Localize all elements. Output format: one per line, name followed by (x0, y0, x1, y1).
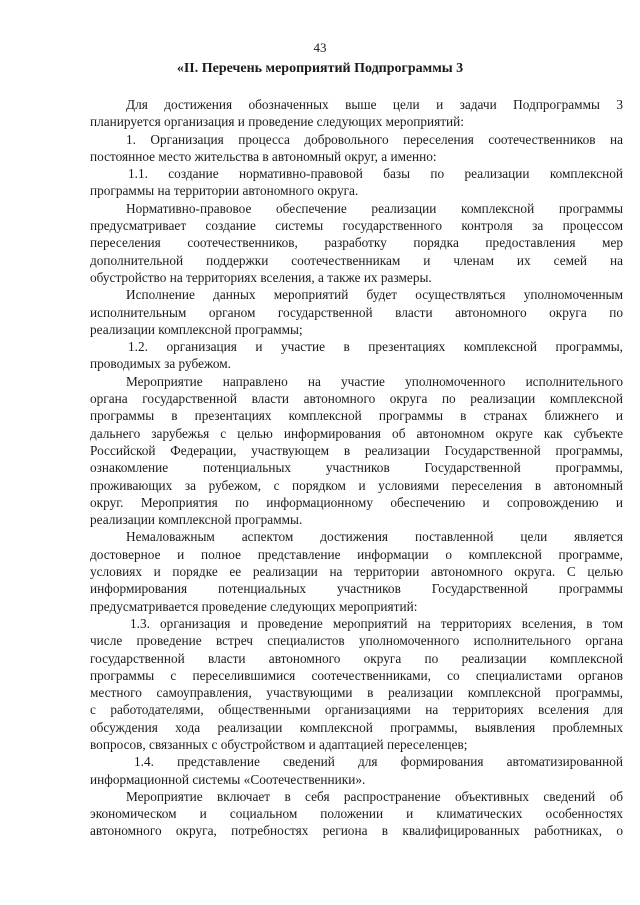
text-line: Мероприятие включает в себя распространение объективных сведений об (126, 788, 623, 804)
text-line: проводимых за рубежом. (90, 356, 231, 372)
text-line: дополнительной поддержки соотечественникам и членам их семей на (90, 252, 623, 268)
text-line: 1. Организация процесса добровольного переселения соотечественников на (126, 131, 623, 147)
text-line: ознакомление потенциальных участников Государственной программы, (90, 460, 623, 476)
text-line: вопросов, связанных с обустройством и адаптацией переселенцев; (90, 736, 468, 752)
text-line: числе проведение встреч специалистов уполномоченного исполнительного органа (90, 633, 623, 649)
text-line: государственной власти автономного округа по реализации комплексной (90, 650, 623, 666)
text-line: с работодателями, общественными организациями на территориях вселения для (90, 702, 623, 718)
text-line: дальнего зарубежья с целью информирования об автономном округе как субъекте (90, 425, 623, 441)
text-line: органа государственной власти автономного округа по реализации комплексной (90, 391, 623, 407)
text-line: реализации комплексной программы. (90, 512, 303, 528)
text-line: 1.2. организация и участие в презентациях комплексной программы, (128, 339, 623, 355)
text-line: переселения соотечественников, разработку порядка предоставления мер (90, 235, 623, 251)
text-line: обустройство на территориях вселения, а также их размеры. (90, 269, 432, 285)
text-line: планируется организация и проведение следующих мероприятий: (90, 114, 464, 130)
text-line: достоверное и полное представление информации о комплексной программе, (90, 546, 623, 562)
document-body (90, 96, 623, 840)
text-line: автономного округа, потребностях региона в квалифицированных работниках, о (90, 823, 623, 839)
text-line: программы в презентациях комплексной программы в странах ближнего и (90, 408, 623, 424)
text-line: программы на территории автономного округа. (90, 183, 359, 199)
text-line: Нормативно-правовое обеспечение реализации комплексной программы (126, 200, 623, 216)
text-line: реализации комплексной программы; (90, 321, 303, 337)
text-line: предусматривается проведение следующих мероприятий: (90, 598, 418, 614)
text-line: обсуждения хода реализации комплексной программы, выявления проблемных (90, 719, 623, 735)
text-line: Исполнение данных мероприятий будет осуществляться уполномоченным (126, 287, 623, 303)
text-line: 1.4. представление сведений для формирования автоматизированной (134, 754, 623, 770)
text-line: постоянное место жительства в автономный округ, а именно: (90, 148, 437, 164)
text-line: экономическом и социальном положении и климатических особенностях (90, 806, 623, 822)
text-line: проживающих за рубежом, с порядком и условиями переселения в автономный (90, 477, 623, 493)
section-title: «II. Перечень мероприятий Подпрограммы 3 (176, 61, 464, 76)
text-line: программы с переселившимися соотечественниками, со специалистами органов (90, 667, 623, 683)
text-line: предусматривает создание системы государственного контроля за процессом (90, 218, 623, 234)
text-line: Для достижения обозначенных выше цели и задачи Подпрограммы 3 (126, 97, 623, 112)
page-number: 43 (313, 40, 327, 55)
text-line: 1.1. создание нормативно-правовой базы по реализации комплексной (128, 166, 623, 182)
text-line: местного самоуправления, участвующими в реализации комплексной программы, (90, 685, 623, 701)
text-line: условиях и порядке ее реализации на территории автономного округа. С целью (90, 564, 623, 580)
text-line: округ. Мероприятия по информационному обеспечению и сопровождению и (90, 494, 623, 510)
text-line: исполнительным органом государственной власти автономного округа по (90, 304, 623, 320)
text-line: Российской Федерации, участвующем в реализации Государственной программы, (90, 442, 623, 458)
text-line: Немаловажным аспектом достижения поставленной цели является (126, 529, 623, 545)
text-line: информационной системы «Соотечественники». (90, 771, 366, 787)
text-line: информирования потенциальных участников Государственной программы (90, 581, 623, 597)
text-line: 1.3. организация и проведение мероприятий на территориях вселения, в том (130, 615, 623, 631)
text-line: Мероприятие направлено на участие уполномоченного исполнительного (126, 373, 623, 389)
